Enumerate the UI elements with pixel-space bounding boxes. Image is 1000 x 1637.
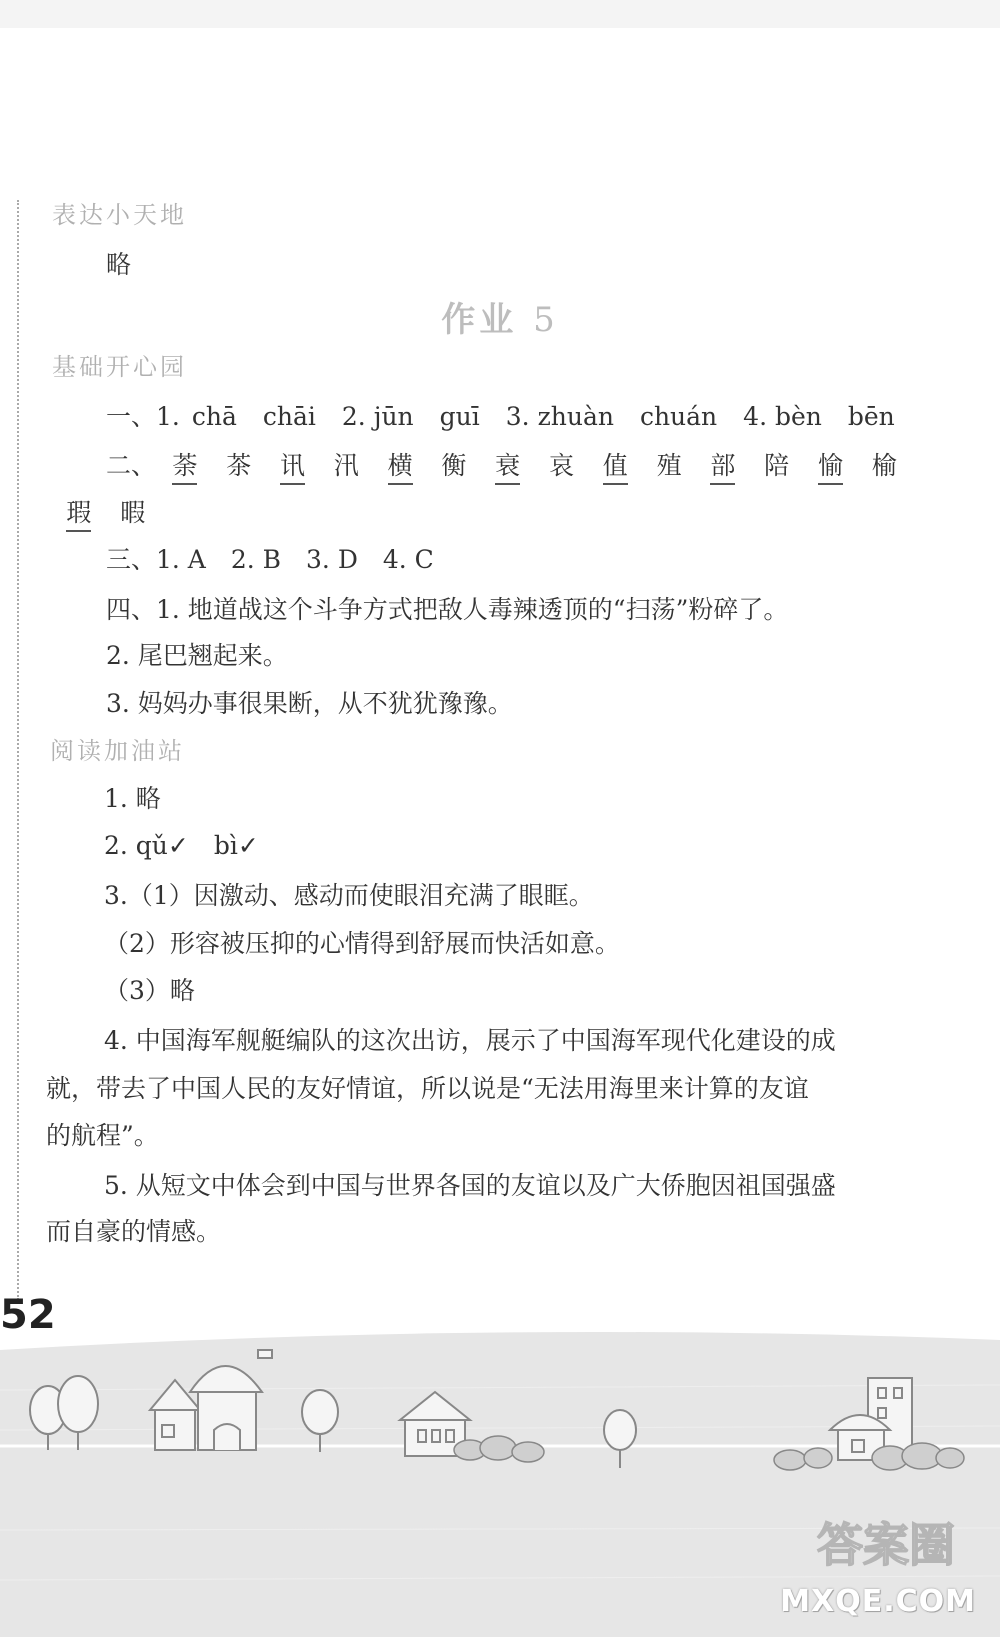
q1-item: 4. bèn xyxy=(743,402,822,431)
q2-char-underlined: 值 xyxy=(603,446,628,485)
reading-answer-2: 2. qǔ✓ bì✓ xyxy=(104,831,259,860)
section-title-basics: 基础开心园 xyxy=(52,353,187,381)
watermark-url: MXQE.COM xyxy=(780,1584,976,1619)
q1-prefix: 一、1. xyxy=(106,402,180,431)
q2-char xyxy=(588,446,642,485)
watermark xyxy=(780,1509,976,1619)
watermark-logo xyxy=(796,1509,976,1579)
q2-char: 哀 xyxy=(548,451,574,480)
q2-char xyxy=(373,446,427,485)
reading-answer-4-line-2: 就，带去了中国人民的友好情谊，所以说是“无法用海里来计算的友谊 xyxy=(46,1074,809,1103)
reading-answer-5-line-1: 5. 从短文中体会到中国与世界各国的友谊以及广大侨胞因祖国强盛 xyxy=(104,1171,836,1200)
q2-char xyxy=(804,446,858,485)
page-top-strip xyxy=(0,0,1000,28)
reading-answer-3-1: 3.（1）因激动、感动而使眼泪充满了眼眶。 xyxy=(104,881,594,910)
q2-char: 榆 xyxy=(871,451,897,480)
q2-char-underlined: 讯 xyxy=(280,446,305,485)
q2-char xyxy=(266,446,320,485)
q4-line-2: 2. 尾巴翘起来。 xyxy=(106,641,288,670)
q2-row-2-chars xyxy=(52,493,160,532)
section-title-reading: 阅读加油站 xyxy=(50,737,185,765)
reading-answer-5-line-2: 而自豪的情感。 xyxy=(46,1217,222,1246)
q2-prefix: 二、 xyxy=(106,451,157,480)
watermark-logo-text: 答案圈 xyxy=(817,1518,955,1572)
q2-char xyxy=(52,493,106,532)
q1-item: 2. jūn xyxy=(341,402,414,431)
section-title-expression: 表达小天地 xyxy=(52,201,187,229)
q2-char: 陪 xyxy=(764,451,790,480)
q4-line-1: 四、1. 地道战这个斗争方式把敌人毒辣透顶的“扫荡”粉碎了。 xyxy=(106,595,789,624)
q2-row-2 xyxy=(52,493,160,532)
reading-answer-4-line-3: 的航程”。 xyxy=(46,1121,159,1150)
q2-char xyxy=(158,446,212,485)
q2-char xyxy=(696,446,750,485)
reading-answer-3-2: （2）形容被压抑的心情得到舒展而快活如意。 xyxy=(104,929,620,958)
q3-answer: 三、1. A 2. B 3. D 4. C xyxy=(106,545,434,574)
q1-item: chuán xyxy=(639,402,718,431)
q2-char-underlined: 瑕 xyxy=(66,493,91,532)
q2-char-underlined: 部 xyxy=(710,446,735,485)
reading-answer-1: 1. 略 xyxy=(104,784,161,813)
q2-char-underlined: 横 xyxy=(388,446,413,485)
q2-char: 茶 xyxy=(226,451,252,480)
q2-row-1-chars xyxy=(158,446,911,485)
expression-answer: 略 xyxy=(106,250,132,279)
q1-item: chāi xyxy=(262,402,316,431)
q2-char: 汛 xyxy=(333,451,359,480)
q2-char-underlined: 衰 xyxy=(495,446,520,485)
q1-item: guī xyxy=(439,402,480,431)
q2-char: 暇 xyxy=(120,498,146,527)
page-number: 52 xyxy=(0,1292,56,1338)
q1-item: 3. zhuàn xyxy=(505,402,614,431)
q1-answers xyxy=(106,397,895,433)
reading-answer-3-3: （3）略 xyxy=(104,976,195,1005)
q2-char: 殖 xyxy=(656,451,682,480)
q2-char: 衡 xyxy=(441,451,467,480)
q4-line-3: 3. 妈妈办事很果断，从不犹犹豫豫。 xyxy=(106,689,513,718)
homework-label: 作业 xyxy=(441,300,518,340)
binding-margin-line xyxy=(17,200,19,1300)
reading-answer-4-line-1: 4. 中国海军舰艇编队的这次出访，展示了中国海军现代化建设的成 xyxy=(104,1026,836,1055)
q2-char-underlined: 愉 xyxy=(818,446,843,485)
q2-row-1 xyxy=(106,446,911,485)
q2-char xyxy=(481,446,535,485)
homework-title xyxy=(0,292,1000,341)
q1-item: bēn xyxy=(847,402,895,431)
q1-item: chā xyxy=(191,402,237,431)
homework-number: 5 xyxy=(533,300,559,340)
q2-char-underlined: 荼 xyxy=(172,446,197,485)
